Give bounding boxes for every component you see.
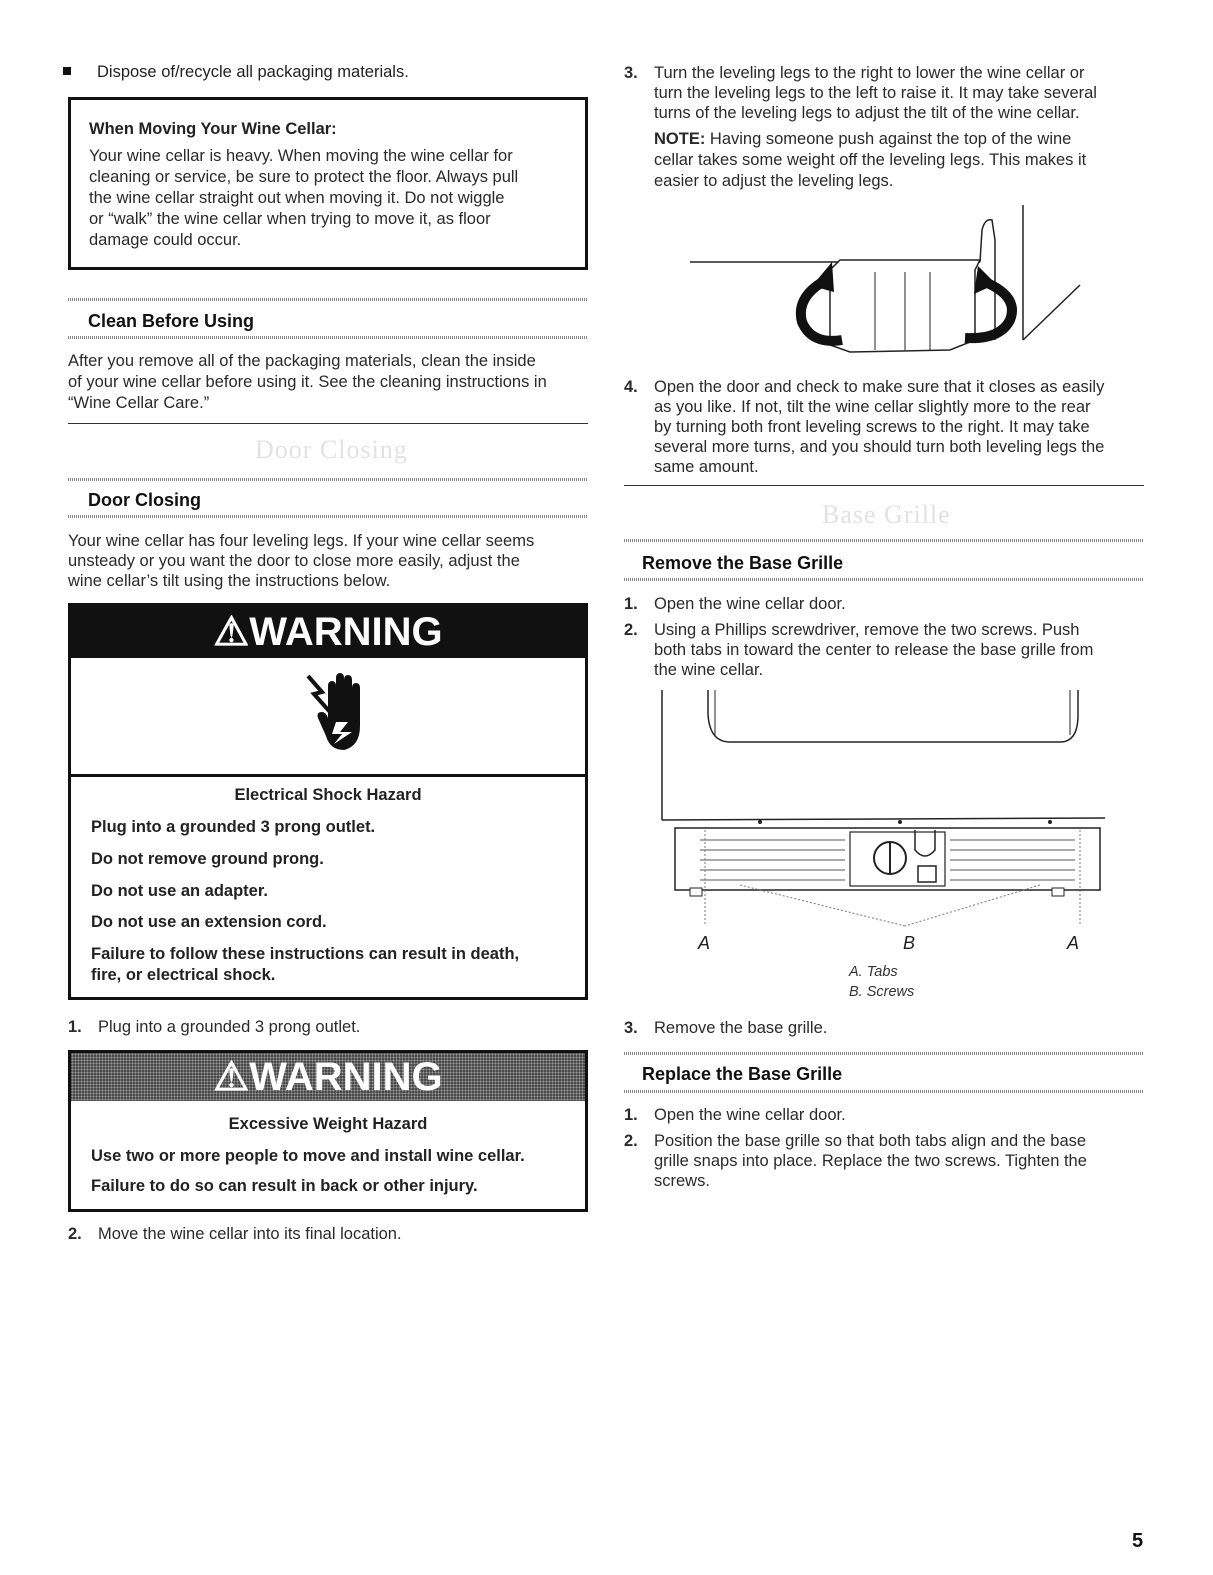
bullet-item bbox=[63, 62, 409, 82]
moving-box-line: the wine cellar straight out when moving it. Do not wiggle bbox=[89, 189, 505, 207]
leveling-leg-illustration bbox=[690, 200, 1090, 360]
moving-box-title: When Moving Your Wine Cellar: bbox=[89, 120, 337, 138]
note-line: easier to adjust the leveling legs. bbox=[654, 172, 894, 190]
step-text-line: Open the door and check to make sure that it closes as easily bbox=[654, 378, 1105, 396]
base-grille-watermark-title: Base Grille bbox=[822, 500, 951, 529]
section-divider bbox=[68, 336, 588, 339]
step-number: 4. bbox=[624, 378, 638, 396]
warning-consequence: Failure to follow these instructions can result in death, bbox=[91, 945, 520, 963]
figure-label-screws: B bbox=[903, 933, 916, 953]
section-divider bbox=[624, 1090, 1144, 1093]
remove-base-grille-heading: Remove the Base Grille bbox=[642, 553, 844, 573]
step-text-line: by turning both front leveling screws to the right. It may take bbox=[654, 418, 1090, 436]
note-line: Having someone push against the top of the wine bbox=[705, 130, 1072, 148]
note-line: cellar takes some weight off the leveling legs. This makes it bbox=[654, 151, 1087, 169]
step-item bbox=[624, 1131, 1164, 1193]
door-paragraph-line: Your wine cellar has four leveling legs. If your wine cellar seems bbox=[68, 532, 535, 550]
door-paragraph-line: wine cellar’s tilt using the instructions below. bbox=[68, 572, 391, 590]
electrical-shock-warning-box bbox=[68, 603, 588, 1000]
figure-label-tab-left: A bbox=[698, 933, 711, 953]
step-item bbox=[68, 1017, 360, 1038]
step-text: Remove the base grille. bbox=[654, 1019, 828, 1037]
step-item bbox=[624, 594, 846, 615]
figure-caption-line: A. Tabs bbox=[849, 964, 898, 980]
section-rule bbox=[68, 423, 588, 424]
step-item bbox=[68, 1224, 402, 1245]
warning-instruction: Do not use an adapter. bbox=[91, 882, 268, 900]
replace-base-grille-heading: Replace the Base Grille bbox=[642, 1064, 843, 1084]
hazard-title: Excessive Weight Hazard bbox=[228, 1115, 428, 1133]
step-text-line: Using a Phillips screwdriver, remove the two screws. Push bbox=[654, 621, 1080, 639]
step-text-line: screws. bbox=[654, 1172, 710, 1190]
door-paragraph-line: unsteady or you want the door to close more easily, adjust the bbox=[68, 552, 520, 570]
moving-box-line: Your wine cellar is heavy. When moving the wine cellar for bbox=[89, 147, 513, 165]
step-number: 1. bbox=[68, 1018, 82, 1036]
section-divider bbox=[624, 1052, 1144, 1055]
step-text-line: both tabs in toward the center to release the base grille from bbox=[654, 641, 1094, 659]
hazard-title: Electrical Shock Hazard bbox=[234, 786, 422, 804]
step-text-line: Turn the leveling legs to the right to lower the wine cellar or bbox=[654, 64, 1085, 82]
step-text-line: grille snaps into place. Replace the two screws. Tighten the bbox=[654, 1152, 1087, 1170]
warning-instruction: Do not remove ground prong. bbox=[91, 850, 324, 868]
step-text-line: turn the leveling legs to the left to raise it. It may take several bbox=[654, 84, 1097, 102]
step-number: 2. bbox=[68, 1225, 82, 1243]
step-item bbox=[624, 63, 1164, 125]
step-text-line: Position the base grille so that both tabs align and the base bbox=[654, 1132, 1087, 1150]
moving-box-line: damage could occur. bbox=[89, 231, 242, 249]
step-number: 3. bbox=[624, 64, 638, 82]
step-number: 1. bbox=[624, 595, 638, 613]
warning-instruction: Plug into a grounded 3 prong outlet. bbox=[91, 818, 376, 836]
step-item bbox=[624, 1018, 827, 1039]
step-text: Open the wine cellar door. bbox=[654, 1106, 846, 1124]
note-block bbox=[654, 129, 1071, 150]
step-number: 1. bbox=[624, 1106, 638, 1124]
moving-box-line: or “walk” the wine cellar when trying to move it, as floor bbox=[89, 210, 491, 228]
electrical-shock-hand-icon bbox=[286, 666, 376, 756]
moving-wine-cellar-box bbox=[68, 97, 588, 270]
step-item bbox=[624, 620, 1164, 682]
step-text: Plug into a grounded 3 prong outlet. bbox=[98, 1018, 361, 1036]
step-text-line: turns of the leveling legs to adjust the tilt of the wine cellar. bbox=[654, 104, 1080, 122]
door-closing-watermark-title: Door Closing bbox=[255, 435, 408, 464]
figure-caption-line: B. Screws bbox=[849, 984, 915, 1000]
base-grille-illustration bbox=[660, 690, 1110, 930]
step-text-line: the wine cellar. bbox=[654, 661, 764, 679]
moving-box-line: cleaning or service, be sure to protect the floor. Always pull bbox=[89, 168, 519, 186]
clean-paragraph-line: After you remove all of the packaging materials, clean the inside bbox=[68, 352, 536, 370]
step-item bbox=[624, 1105, 846, 1126]
bullet-square-icon bbox=[63, 67, 71, 75]
section-divider bbox=[624, 578, 1144, 581]
warning-consequence: Failure to do so can result in back or other injury. bbox=[91, 1177, 478, 1195]
excessive-weight-warning-box bbox=[68, 1050, 588, 1212]
section-divider bbox=[68, 478, 588, 481]
section-divider bbox=[68, 515, 588, 518]
step-text: Move the wine cellar into its final location. bbox=[98, 1225, 402, 1243]
step-text: Open the wine cellar door. bbox=[654, 595, 846, 613]
warning-header: ⚠WARNING bbox=[71, 1053, 585, 1101]
warning-instruction: Use two or more people to move and install wine cellar. bbox=[91, 1147, 525, 1165]
step-number: 3. bbox=[624, 1019, 638, 1037]
step-text-line: as you like. If not, tilt the wine cellar slightly more to the rear bbox=[654, 398, 1091, 416]
section-divider bbox=[624, 539, 1144, 542]
clean-before-using-heading: Clean Before Using bbox=[88, 311, 255, 331]
bullet-text: Dispose of/recycle all packaging materials. bbox=[97, 63, 409, 81]
door-closing-heading: Door Closing bbox=[88, 490, 201, 510]
step-text-line: several more turns, and you should turn both leveling legs the bbox=[654, 438, 1105, 456]
clean-paragraph-line: “Wine Cellar Care.” bbox=[68, 394, 210, 412]
note-label: NOTE: bbox=[654, 130, 706, 148]
clean-paragraph-line: of your wine cellar before using it. See the cleaning instructions in bbox=[68, 373, 547, 391]
shock-hazard-symbol-panel bbox=[71, 658, 585, 777]
step-number: 2. bbox=[624, 1132, 638, 1150]
warning-consequence: fire, or electrical shock. bbox=[91, 966, 276, 984]
step-number: 2. bbox=[624, 621, 638, 639]
step-text-line: same amount. bbox=[654, 458, 759, 476]
page-number: 5 bbox=[1132, 1530, 1144, 1552]
step-item bbox=[624, 377, 1164, 481]
warning-header: ⚠WARNING bbox=[71, 606, 585, 658]
section-divider bbox=[68, 298, 588, 301]
section-rule bbox=[624, 485, 1144, 486]
warning-instruction: Do not use an extension cord. bbox=[91, 913, 327, 931]
figure-label-tab-right: A bbox=[1067, 933, 1080, 953]
